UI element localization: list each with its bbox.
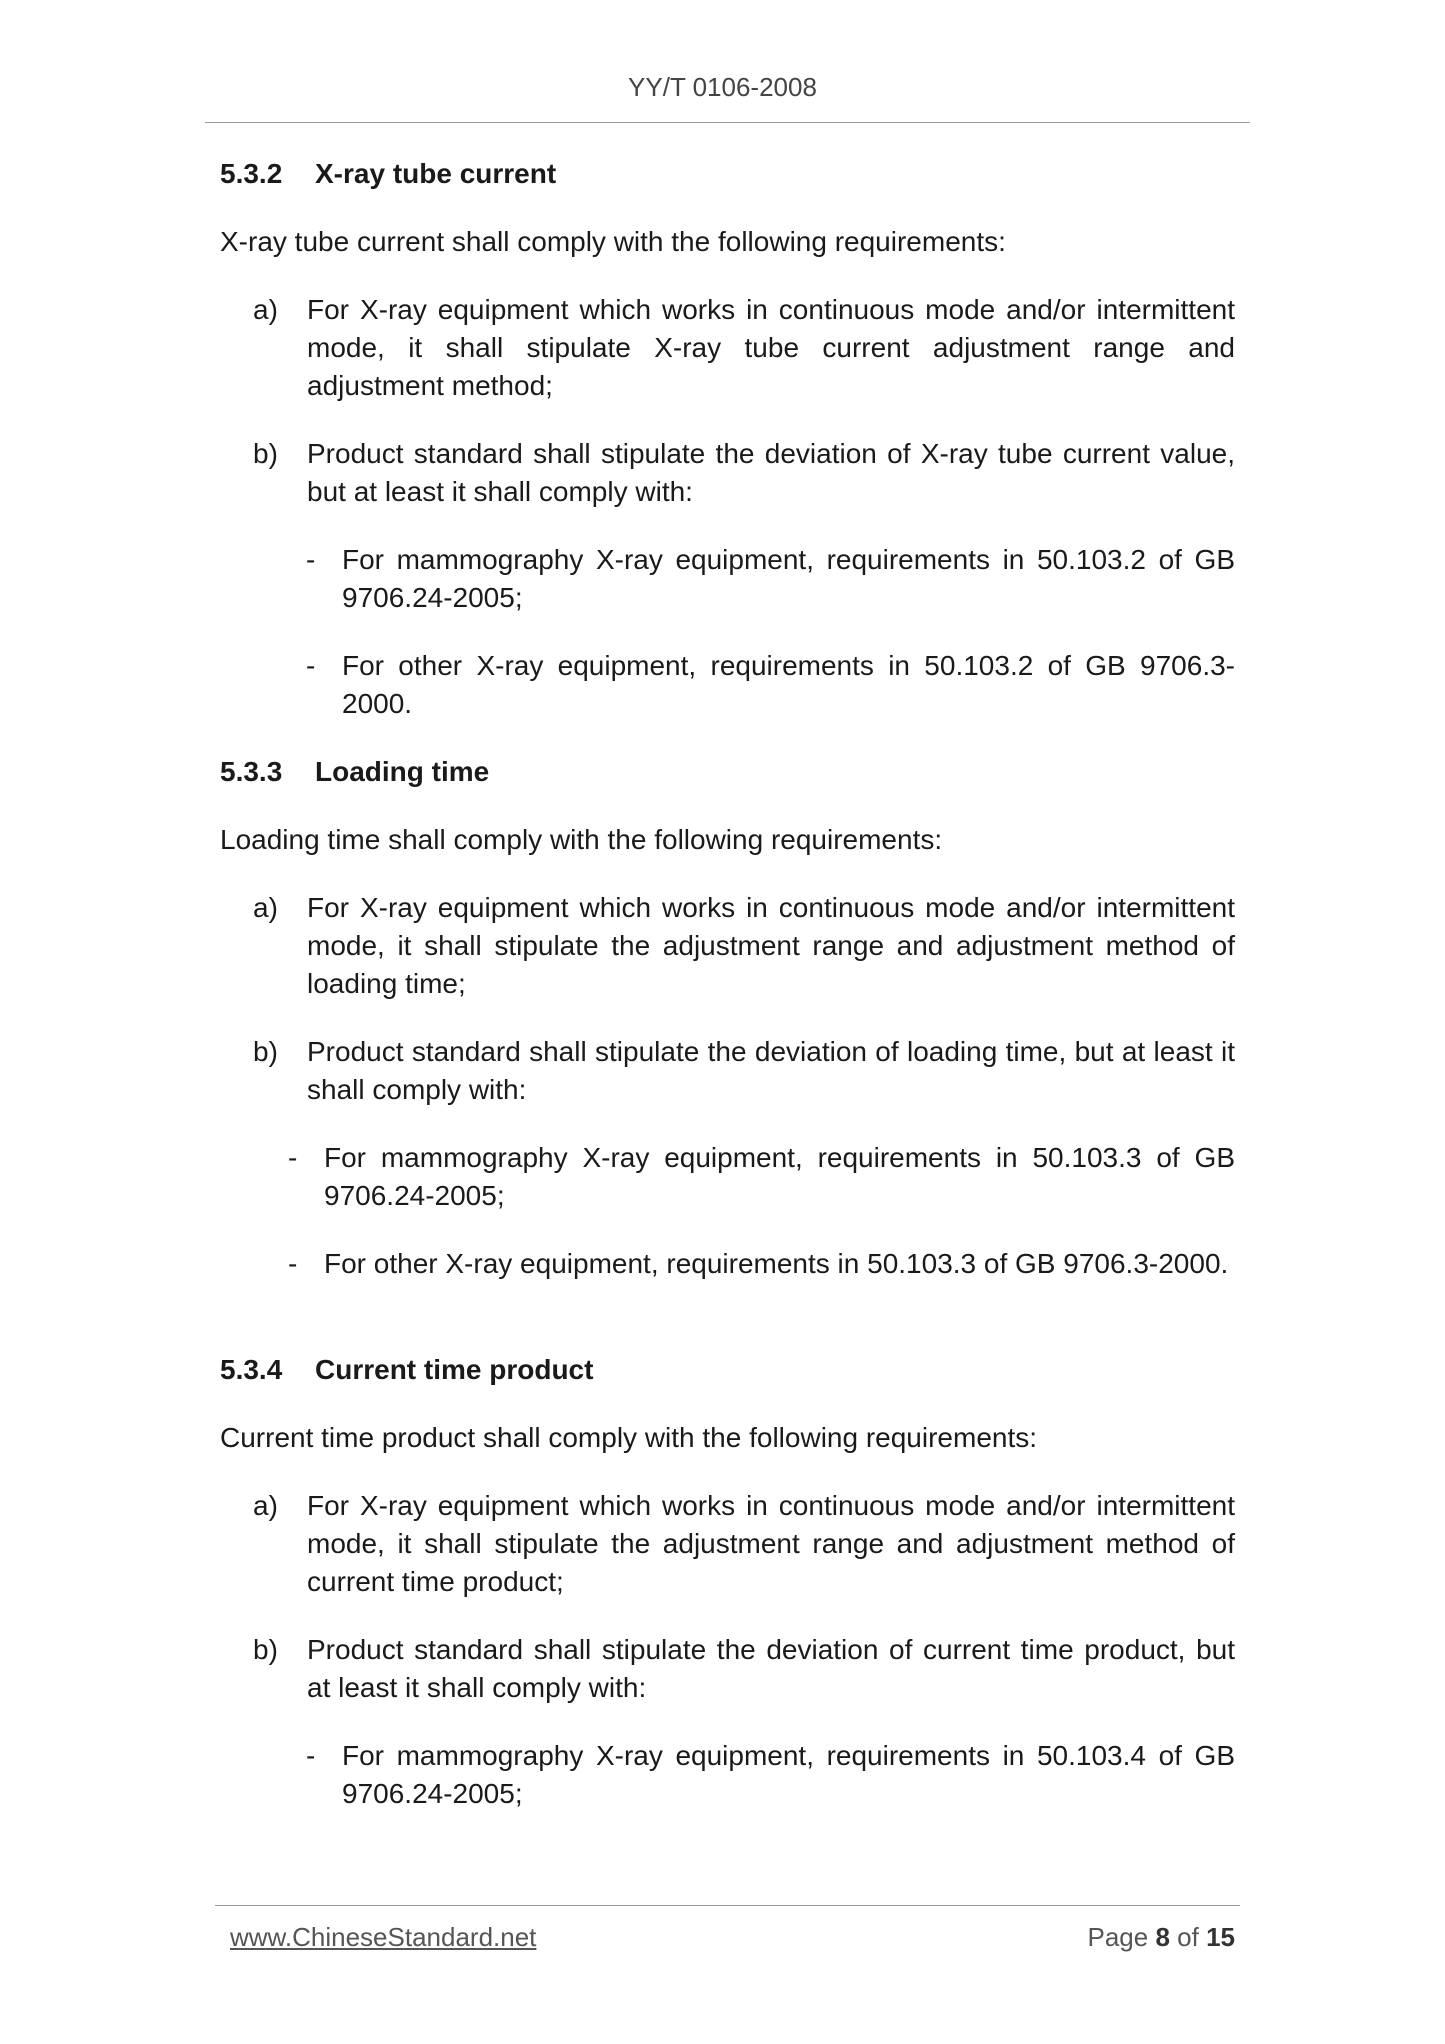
website-link[interactable]: www.ChineseStandard.net — [230, 1922, 537, 1952]
page-indicator — [1087, 1922, 1235, 1953]
sub-list-item-text: For other X-ray equipment, requirements in 50.103.3 of GB 9706.3-2000. — [324, 1248, 1229, 1279]
list-item-label: a) — [253, 892, 278, 923]
section-number: 5.3.3 — [220, 756, 283, 787]
section-heading-5-3-4 — [220, 1354, 593, 1386]
list-item — [253, 889, 1235, 1003]
sub-list-item-text: For mammography X-ray equipment, requirements in 50.103.2 of GB 9706.24-2005; — [342, 544, 1235, 613]
page-of: of — [1177, 1922, 1199, 1952]
sub-list-item — [306, 647, 1235, 723]
list-item-text: For X-ray equipment which works in continuous mode and/or intermittent mode, it shall stipulate the adjustment range and adjustment method of loading time; — [307, 892, 1235, 999]
section-title: X-ray tube current — [315, 158, 557, 189]
list-item-label: a) — [253, 1490, 278, 1521]
sub-list-item — [306, 1737, 1235, 1813]
section-heading-5-3-3 — [220, 756, 489, 788]
dash-bullet: - — [306, 1740, 316, 1771]
section-intro: Loading time shall comply with the following requirements: — [220, 824, 943, 855]
footer-divider — [215, 1905, 1240, 1906]
section-title: Current time product — [315, 1354, 594, 1385]
list-item-label: b) — [253, 1634, 278, 1665]
total-pages-number: 15 — [1206, 1922, 1235, 1952]
list-item — [253, 435, 1235, 511]
header-divider — [205, 122, 1250, 123]
list-item — [253, 1631, 1235, 1707]
sub-list-item-text: For other X-ray equipment, requirements in 50.103.2 of GB 9706.3-2000. — [342, 650, 1235, 719]
list-item-label: a) — [253, 294, 278, 325]
sub-list-item — [306, 541, 1235, 617]
section-heading-5-3-2 — [220, 158, 556, 190]
list-item-text: Product standard shall stipulate the deviation of loading time, but at least it shall comply with: — [307, 1036, 1235, 1105]
document-code-header: YY/T 0106-2008 — [628, 72, 817, 102]
sub-list-item — [288, 1139, 1235, 1215]
list-item-text: Product standard shall stipulate the deviation of X-ray tube current value, but at least it shall comply with: — [307, 438, 1235, 507]
list-item — [253, 1033, 1235, 1109]
sub-list-item-text: For mammography X-ray equipment, requirements in 50.103.3 of GB 9706.24-2005; — [324, 1142, 1235, 1211]
list-item-label: b) — [253, 438, 278, 469]
list-item-text: Product standard shall stipulate the deviation of current time product, but at least it shall comply with: — [307, 1634, 1235, 1703]
page-prefix: Page — [1087, 1922, 1149, 1952]
dash-bullet: - — [306, 544, 316, 575]
dash-bullet: - — [288, 1248, 298, 1279]
dash-bullet: - — [288, 1142, 298, 1173]
section-title: Loading time — [315, 756, 490, 787]
sub-list-item-text: For mammography X-ray equipment, requirements in 50.103.4 of GB 9706.24-2005; — [342, 1740, 1235, 1809]
list-item-label: b) — [253, 1036, 278, 1067]
list-item-text: For X-ray equipment which works in continuous mode and/or intermittent mode, it shall stipulate X-ray tube current adjustment range and adjustment method; — [307, 294, 1235, 401]
current-page-number: 8 — [1155, 1922, 1170, 1952]
section-intro: X-ray tube current shall comply with the following requirements: — [220, 226, 1006, 257]
section-intro: Current time product shall comply with the following requirements: — [220, 1422, 1038, 1453]
list-item — [253, 291, 1235, 405]
list-item — [253, 1487, 1235, 1601]
section-number: 5.3.2 — [220, 158, 283, 189]
list-item-text: For X-ray equipment which works in continuous mode and/or intermittent mode, it shall stipulate the adjustment range and adjustment method of current time product; — [307, 1490, 1235, 1597]
dash-bullet: - — [306, 650, 316, 681]
section-number: 5.3.4 — [220, 1354, 283, 1385]
sub-list-item — [288, 1245, 1235, 1283]
